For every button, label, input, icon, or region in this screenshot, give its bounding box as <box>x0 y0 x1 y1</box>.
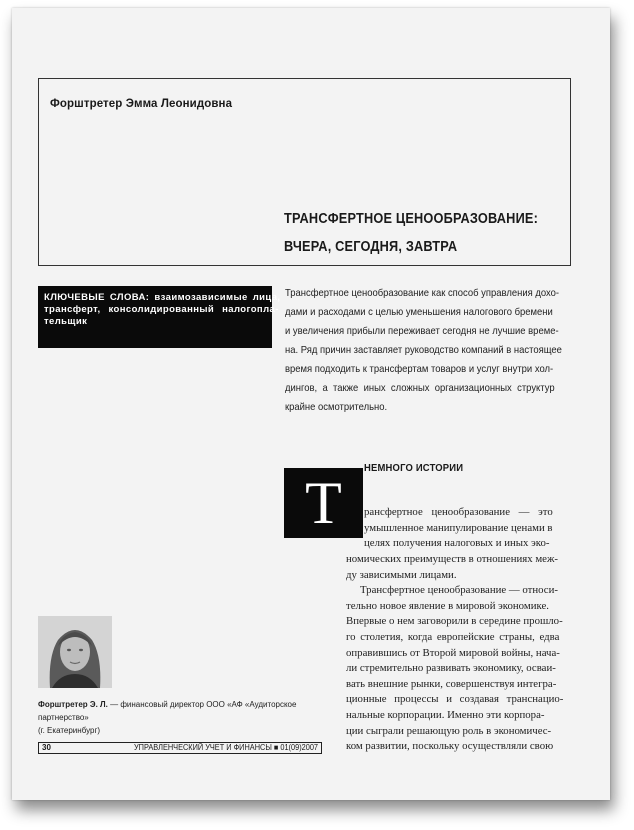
body-line: ду зависимыми лицами. <box>346 568 457 581</box>
section-heading: НЕМНОГО ИСТОРИИ <box>364 462 464 474</box>
lead-line: на. Ряд причин заставляет руководство компаний в настоящее <box>285 344 562 356</box>
body-line: рансфертное ценообразование — это <box>364 506 553 518</box>
keywords-line: тельщик <box>44 316 88 327</box>
author-name: Форштретер Эмма Леонидовна <box>50 98 233 110</box>
caption-name: Форштретер Э. Л. <box>38 700 108 709</box>
body-text <box>346 552 574 755</box>
article-title <box>284 205 548 261</box>
caption-city: (г. Екатеринбург) <box>38 726 101 735</box>
body-line: оправившись от Второй мировой войны, нача- <box>346 646 560 659</box>
body-line: ком развитии, поскольку осуществляли свою <box>346 740 554 753</box>
lead-line: и увеличения прибыли переживает сегодня не лучшие време- <box>285 325 559 337</box>
journal-name: УПРАВЛЕНЧЕСКИЙ УЧЕТ И ФИНАНСЫ ■ 01(09)2007 <box>133 743 318 752</box>
page-number: 30 <box>42 743 51 752</box>
body-line: го столетия, когда европейские страны, едва <box>346 630 560 643</box>
body-line: умышленное манипулирование ценами в <box>364 521 553 534</box>
lead-line: крайне осмотрительно. <box>285 401 388 413</box>
body-line: ли стремительно развивать экономику, осваи- <box>346 662 556 675</box>
lead-line: Трансфертное ценообразование как способ управления дохо- <box>285 287 560 299</box>
lead-line: время подходить к трансфертам товаров и услуг внутри хол- <box>285 363 554 375</box>
lead-line: дингов, а также иных сложных организационных структур <box>285 382 555 394</box>
body-line: тельно новое явление в мировой экономике. <box>346 599 549 612</box>
body-line: целях получения налоговых и иных эко- <box>364 537 550 550</box>
keywords-line: КЛЮЧЕВЫЕ СЛОВА: взаимозависимые лица, <box>44 292 281 303</box>
lead-paragraph <box>285 284 575 417</box>
body-line: ции сыграли решающую роль в экономичес- <box>346 724 552 737</box>
body-line: вать внешние рынки, совершенствуя интегра- <box>346 677 557 690</box>
caption-role: — финансовый директор ООО «АФ «Аудиторское партнерство» <box>38 700 297 722</box>
title-line-2: ВЧЕРА, СЕГОДНЯ, ЗАВТРА <box>284 239 458 255</box>
keywords-line: трансферт, консолидированный налогопла- <box>44 304 279 315</box>
body-line: Трансфертное ценообразование — относи- <box>360 584 558 597</box>
body-text-first <box>364 505 574 552</box>
page-footer <box>38 742 322 754</box>
author-photo <box>38 616 112 688</box>
body-line: нальные корпорации. Именно эти корпора- <box>346 708 545 721</box>
drop-cap: Т <box>284 468 363 538</box>
keywords-box <box>38 286 281 348</box>
body-line: ционные процессы и создавая транснацио- <box>346 693 564 706</box>
body-line: номических преимуществ в отношениях меж- <box>346 553 558 565</box>
photo-caption <box>38 698 328 737</box>
lead-line: дами и расходами с целью уменьшения налогового бремени <box>285 306 553 318</box>
body-line: Впервые о нем заговорили в середине прошло- <box>346 615 563 628</box>
title-line-1: ТРАНСФЕРТНОЕ ЦЕНООБРАЗОВАНИЕ: <box>284 211 539 227</box>
